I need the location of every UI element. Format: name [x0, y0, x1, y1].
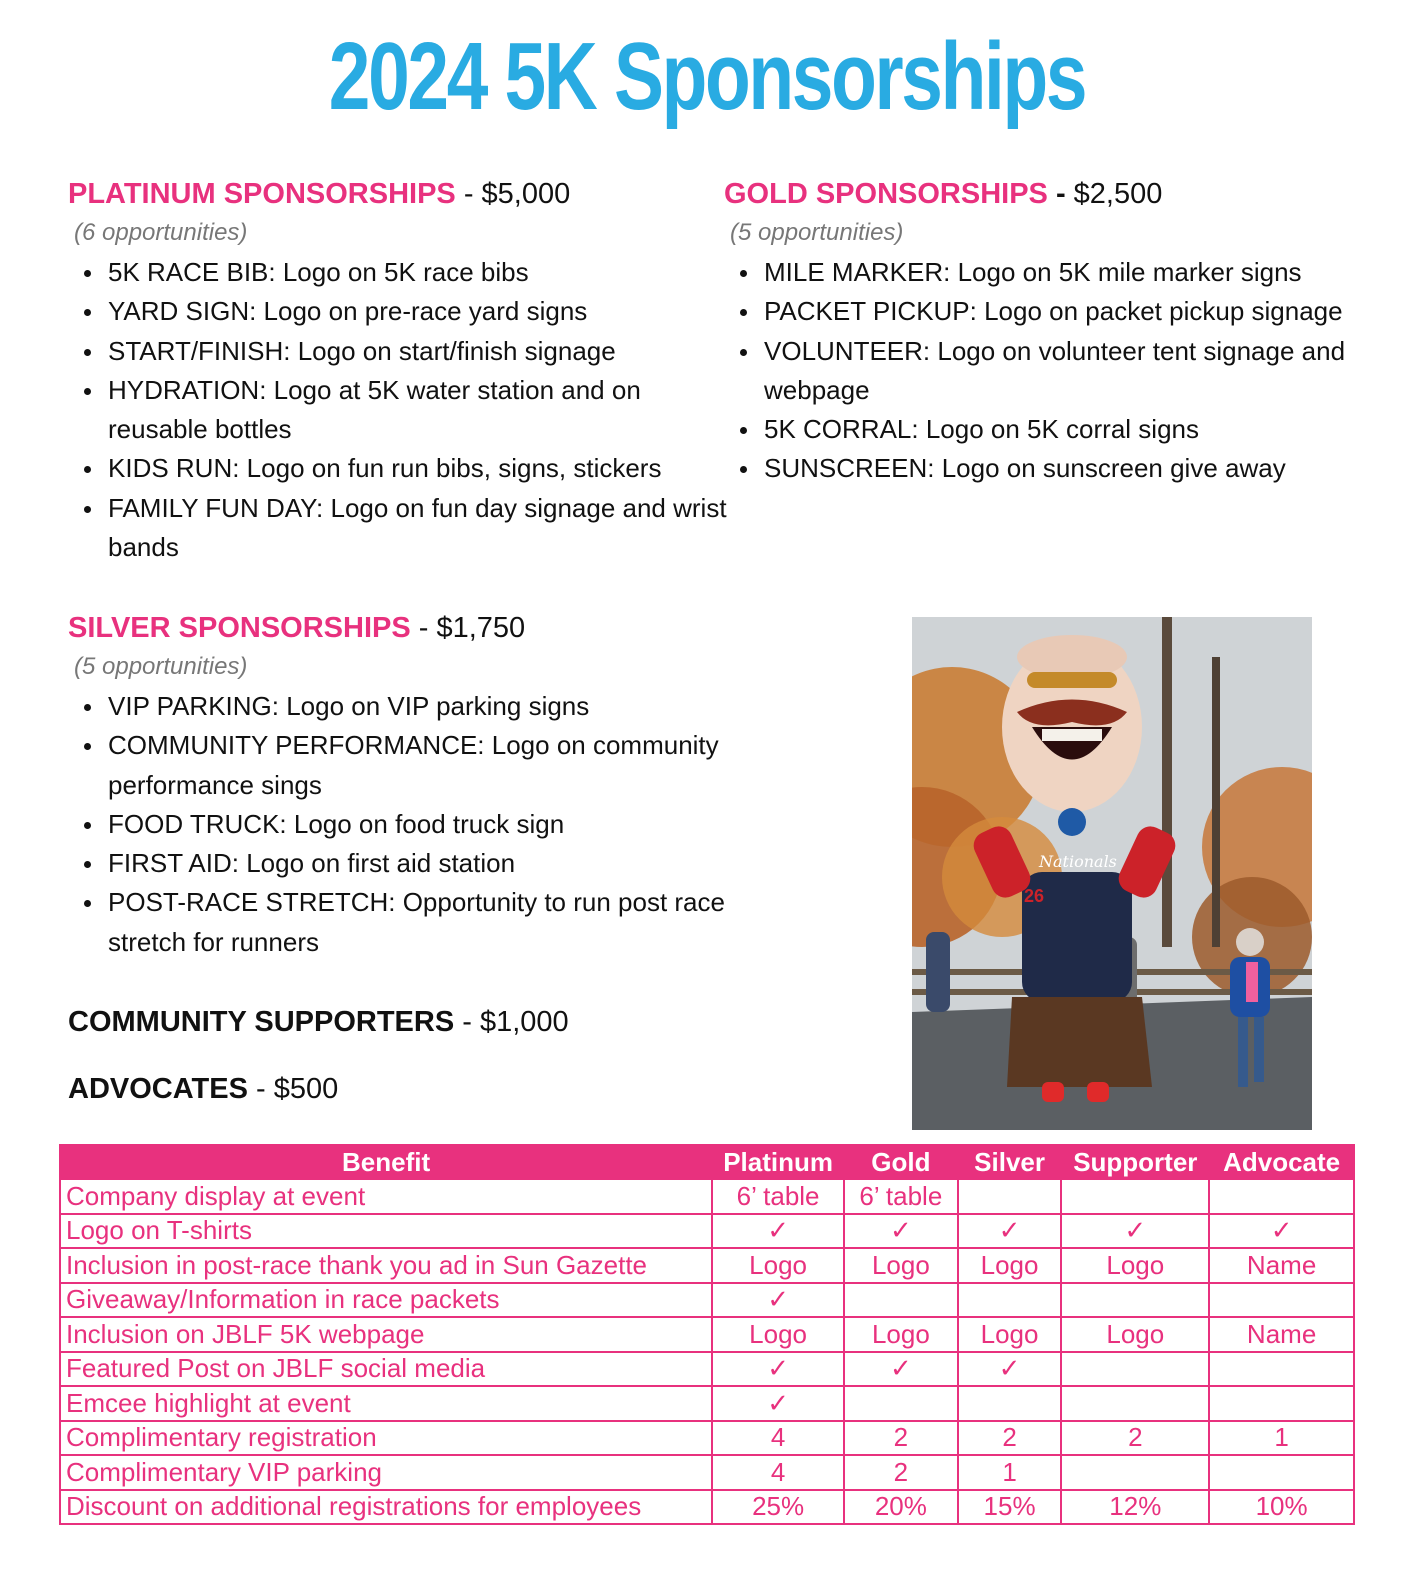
gold-price: $2,500 — [1073, 178, 1163, 210]
table-cell: Name — [1209, 1248, 1354, 1283]
table-cell: 6’ table — [844, 1179, 958, 1214]
list-item: FIRST AID: Logo on first aid station — [68, 844, 728, 883]
table-cell — [1209, 1455, 1354, 1490]
table-cell-benefit: Company display at event — [60, 1179, 712, 1214]
table-cell: 10% — [1209, 1490, 1354, 1525]
platinum-tier-label: PLATINUM SPONSORSHIPS — [68, 178, 456, 210]
list-item: VIP PARKING: Logo on VIP parking signs — [68, 687, 728, 726]
gold-benefit-list — [724, 253, 1384, 489]
table-row — [60, 1352, 1354, 1387]
table-cell-benefit: Complimentary registration — [60, 1421, 712, 1456]
advocates-heading — [68, 1073, 338, 1106]
table-cell-benefit: Giveaway/Information in race packets — [60, 1283, 712, 1318]
table-cell — [1061, 1352, 1209, 1387]
column-header-supporter: Supporter — [1061, 1145, 1209, 1179]
gold-section — [724, 178, 1384, 489]
table-header-row — [60, 1145, 1354, 1179]
gold-opportunities: (5 opportunities) — [730, 219, 904, 246]
table-cell — [1061, 1386, 1209, 1421]
mascot-photo-illustration — [912, 617, 1312, 1130]
table-cell — [1061, 1179, 1209, 1214]
table-cell: ✓ — [958, 1352, 1062, 1387]
list-item: SUNSCREEN: Logo on sunscreen give away — [724, 449, 1384, 488]
list-item: 5K CORRAL: Logo on 5K corral signs — [724, 410, 1384, 449]
table-cell — [1209, 1352, 1354, 1387]
list-item: FAMILY FUN DAY: Logo on fun day signage and wrist bands — [68, 489, 728, 568]
table-cell: 1 — [958, 1455, 1062, 1490]
table-cell — [958, 1386, 1062, 1421]
table-cell: 2 — [1061, 1421, 1209, 1456]
table-cell: Logo — [712, 1248, 844, 1283]
table-cell — [958, 1283, 1062, 1318]
table-cell: ✓ — [1061, 1214, 1209, 1249]
column-header-gold: Gold — [844, 1145, 958, 1179]
list-item: YARD SIGN: Logo on pre-race yard signs — [68, 292, 728, 331]
table-row — [60, 1490, 1354, 1525]
table-cell: 15% — [958, 1490, 1062, 1525]
table-row — [60, 1455, 1354, 1490]
gold-dash: - — [1047, 178, 1074, 210]
list-item: PACKET PICKUP: Logo on packet pickup signage — [724, 292, 1384, 331]
silver-opportunities: (5 opportunities) — [74, 653, 248, 680]
table-cell: 2 — [844, 1421, 958, 1456]
table-cell-benefit: Inclusion in post-race thank you ad in Sun Gazette — [60, 1248, 712, 1283]
platinum-price: - $5,000 — [455, 178, 571, 210]
table-cell — [844, 1386, 958, 1421]
supporters-tier-label: COMMUNITY SUPPORTERS — [68, 1006, 455, 1038]
advocates-price: - $500 — [247, 1073, 339, 1105]
table-cell: 2 — [844, 1455, 958, 1490]
mascot-photo — [912, 617, 1312, 1130]
column-header-platinum: Platinum — [712, 1145, 844, 1179]
silver-tier-label: SILVER SPONSORSHIPS — [68, 612, 411, 644]
table-cell: Name — [1209, 1317, 1354, 1352]
silver-section — [68, 612, 728, 962]
table-cell — [1061, 1283, 1209, 1318]
list-item: FOOD TRUCK: Logo on food truck sign — [68, 805, 728, 844]
community-supporters-heading — [68, 1006, 569, 1039]
table-row — [60, 1214, 1354, 1249]
table-cell — [1209, 1179, 1354, 1214]
table-cell-benefit: Complimentary VIP parking — [60, 1455, 712, 1490]
table-cell-benefit: Inclusion on JBLF 5K webpage — [60, 1317, 712, 1352]
gold-heading — [724, 178, 1384, 211]
list-item: HYDRATION: Logo at 5K water station and on reusable bottles — [68, 371, 728, 450]
gold-tier-label: GOLD SPONSORSHIPS — [724, 178, 1048, 210]
table-cell: ✓ — [712, 1352, 844, 1387]
table-cell: ✓ — [958, 1214, 1062, 1249]
table-cell: Logo — [1061, 1317, 1209, 1352]
platinum-benefit-list — [68, 253, 728, 567]
table-cell: Logo — [844, 1248, 958, 1283]
benefits-table — [59, 1144, 1355, 1525]
column-header-advocate: Advocate — [1209, 1145, 1354, 1179]
column-header-silver: Silver — [958, 1145, 1062, 1179]
column-header-benefit: Benefit — [60, 1145, 712, 1179]
table-row — [60, 1248, 1354, 1283]
supporters-price: - $1,000 — [454, 1006, 569, 1038]
table-cell: Logo — [958, 1248, 1062, 1283]
mascot-jersey-number: 26 — [1024, 886, 1045, 906]
table-row — [60, 1386, 1354, 1421]
list-item: KIDS RUN: Logo on fun run bibs, signs, stickers — [68, 449, 728, 488]
list-item: VOLUNTEER: Logo on volunteer tent signage and webpage — [724, 332, 1384, 411]
table-row — [60, 1317, 1354, 1352]
table-cell: ✓ — [844, 1352, 958, 1387]
table-cell-benefit: Logo on T-shirts — [60, 1214, 712, 1249]
table-cell: ✓ — [712, 1283, 844, 1318]
table-cell: 6’ table — [712, 1179, 844, 1214]
table-cell — [958, 1179, 1062, 1214]
table-cell: ✓ — [844, 1214, 958, 1249]
list-item: MILE MARKER: Logo on 5K mile marker signs — [724, 253, 1384, 292]
list-item: COMMUNITY PERFORMANCE: Logo on community performance sings — [68, 726, 728, 805]
table-cell: 12% — [1061, 1490, 1209, 1525]
table-cell — [1209, 1386, 1354, 1421]
platinum-section — [68, 178, 728, 567]
table-cell — [1209, 1283, 1354, 1318]
silver-price: - $1,750 — [410, 612, 526, 644]
table-cell: ✓ — [712, 1386, 844, 1421]
page-title: 2024 5K Sponsorships — [328, 23, 1086, 130]
platinum-heading — [68, 178, 728, 211]
table-cell: ✓ — [712, 1214, 844, 1249]
table-row — [60, 1421, 1354, 1456]
silver-heading — [68, 612, 728, 645]
advocates-tier-label: ADVOCATES — [68, 1073, 248, 1105]
table-cell: 4 — [712, 1455, 844, 1490]
platinum-opportunities: (6 opportunities) — [74, 219, 248, 246]
table-cell: 25% — [712, 1490, 844, 1525]
list-item: 5K RACE BIB: Logo on 5K race bibs — [68, 253, 728, 292]
table-row — [60, 1283, 1354, 1318]
table-cell: 20% — [844, 1490, 958, 1525]
table-cell-benefit: Featured Post on JBLF social media — [60, 1352, 712, 1387]
table-row — [60, 1179, 1354, 1214]
table-cell-benefit: Discount on additional registrations for employees — [60, 1490, 712, 1525]
table-cell-benefit: Emcee highlight at event — [60, 1386, 712, 1421]
list-item: POST-RACE STRETCH: Opportunity to run post race stretch for runners — [68, 883, 728, 962]
table-cell: Logo — [958, 1317, 1062, 1352]
table-cell: 4 — [712, 1421, 844, 1456]
table-cell: Logo — [1061, 1248, 1209, 1283]
table-cell: ✓ — [1209, 1214, 1354, 1249]
table-cell — [1061, 1455, 1209, 1490]
table-cell: Logo — [712, 1317, 844, 1352]
table-cell: 2 — [958, 1421, 1062, 1456]
silver-benefit-list — [68, 687, 728, 962]
mascot-jersey-text: Nationals — [1039, 852, 1117, 871]
table-cell: Logo — [844, 1317, 958, 1352]
table-cell — [844, 1283, 958, 1318]
table-cell: 1 — [1209, 1421, 1354, 1456]
list-item: START/FINISH: Logo on start/finish signage — [68, 332, 728, 371]
